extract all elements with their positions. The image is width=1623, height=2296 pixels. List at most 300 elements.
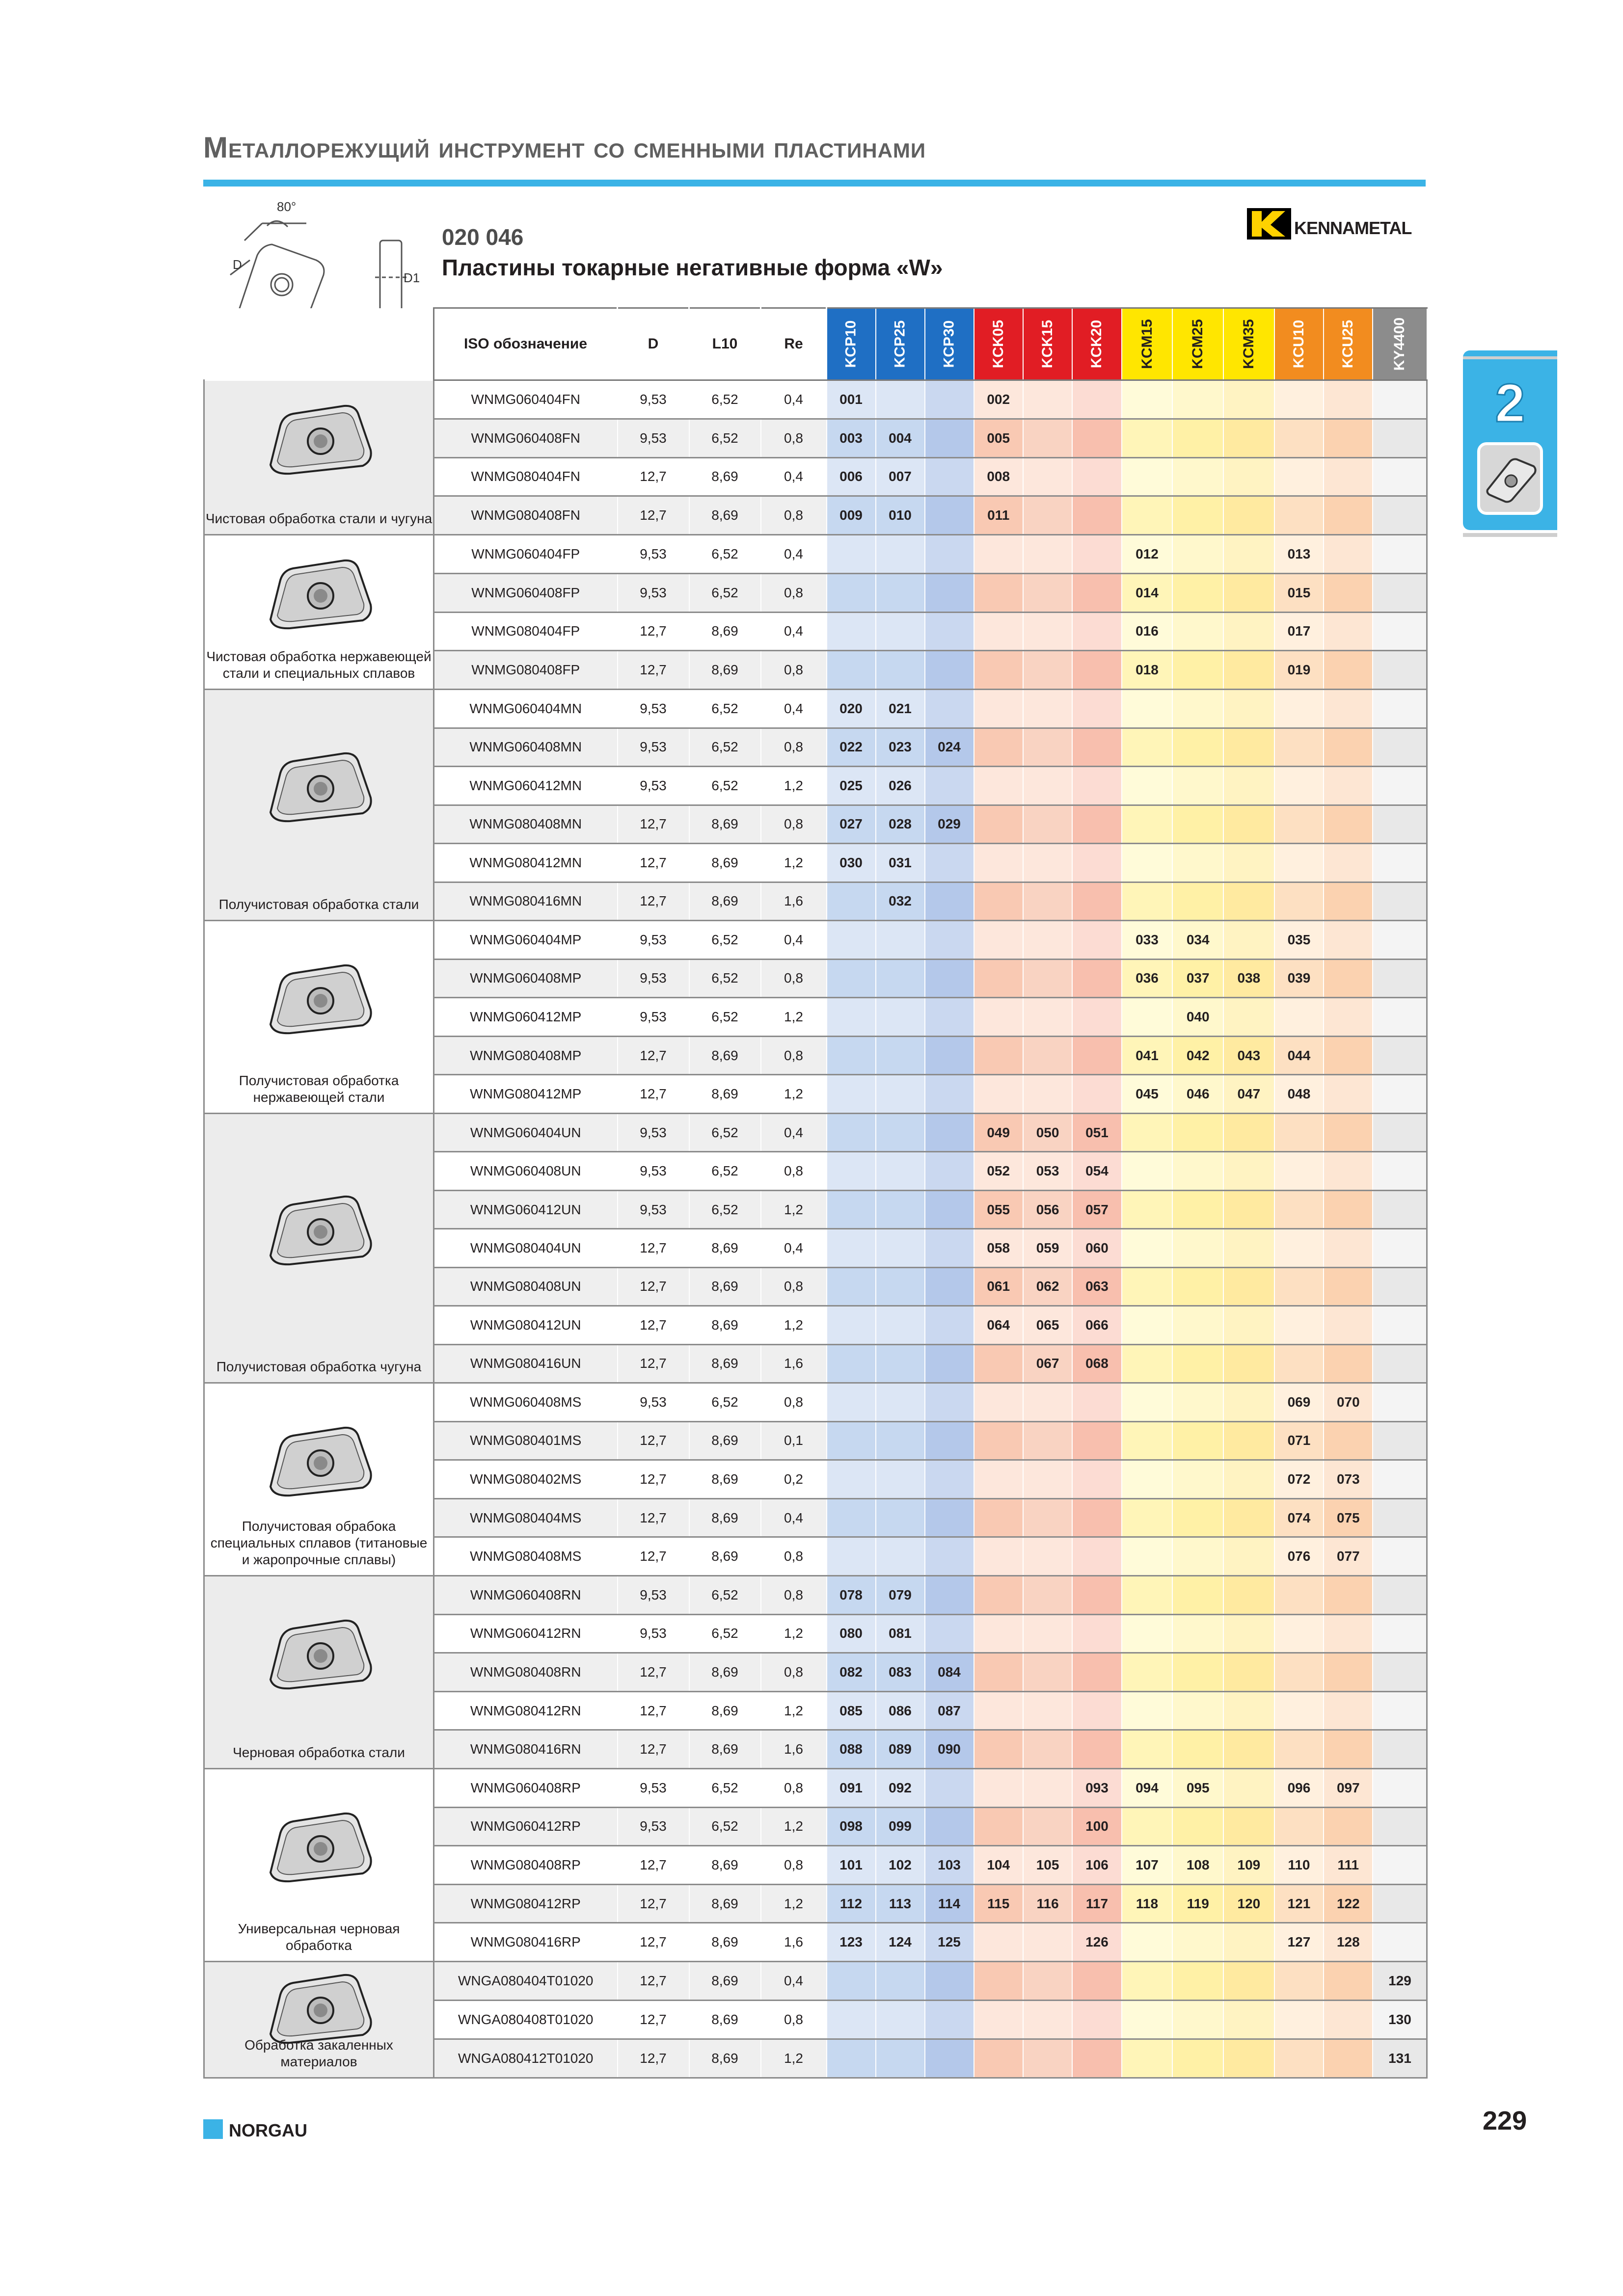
grade-cell: 128 — [1324, 1923, 1373, 1962]
value-re: 1,2 — [761, 1691, 827, 1730]
grade-cell — [1172, 1537, 1223, 1576]
grade-cell — [827, 921, 876, 960]
grade-cell — [1023, 1769, 1072, 1808]
grade-cell — [1122, 767, 1173, 805]
grade-cell — [1223, 419, 1274, 457]
grade-cell — [1122, 998, 1173, 1037]
grade-cell — [1072, 496, 1121, 535]
value-re: 0,4 — [761, 1114, 827, 1152]
table-row — [204, 1114, 1427, 1152]
value-d: 12,7 — [618, 2039, 689, 2078]
grade-cell: 074 — [1274, 1498, 1324, 1537]
value-d: 9,53 — [618, 1114, 689, 1152]
value-l10: 8,69 — [689, 1036, 761, 1075]
grade-cell: 110 — [1274, 1846, 1324, 1885]
grade-cell: 106 — [1072, 1846, 1121, 1885]
grade-cell — [1023, 998, 1072, 1037]
grade-cell — [1122, 496, 1173, 535]
grade-cell — [925, 612, 974, 651]
table-row — [204, 921, 1427, 960]
grade-cell — [1324, 419, 1373, 457]
grade-cell — [1023, 612, 1072, 651]
grade-cell — [1373, 1614, 1427, 1653]
grade-cell — [1072, 690, 1121, 728]
grade-cell: 090 — [925, 1730, 974, 1769]
grade-cell — [925, 1383, 974, 1422]
grade-cell — [1023, 1730, 1072, 1769]
iso-code: WNMG060408UN — [434, 1152, 618, 1190]
grade-cell — [1172, 612, 1223, 651]
grade-cell — [1122, 728, 1173, 767]
grade-cell — [876, 1421, 925, 1460]
grade-cell — [974, 1421, 1023, 1460]
grade-cell — [827, 651, 876, 690]
grade-cell — [1172, 1691, 1223, 1730]
grade-cell: 007 — [876, 457, 925, 496]
grade-cell — [1172, 1344, 1223, 1383]
insert-icon — [261, 744, 379, 831]
value-l10: 6,52 — [689, 1190, 761, 1228]
grade-cell — [925, 1614, 974, 1653]
table-row — [204, 690, 1427, 728]
grade-cell — [876, 1962, 925, 2001]
grade-cell — [1274, 1730, 1324, 1769]
grade-cell — [1324, 1653, 1373, 1692]
grade-cell: 102 — [876, 1846, 925, 1885]
value-d: 12,7 — [618, 457, 689, 496]
grade-cell — [1223, 457, 1274, 496]
value-re: 0,4 — [761, 612, 827, 651]
spec-table — [203, 307, 1428, 2079]
group-cell — [204, 535, 434, 690]
grade-cell — [1072, 767, 1121, 805]
value-l10: 8,69 — [689, 1421, 761, 1460]
value-re: 0,8 — [761, 1152, 827, 1190]
grade-cell: 109 — [1223, 1846, 1274, 1885]
value-re: 0,8 — [761, 651, 827, 690]
grade-cell — [1122, 1152, 1173, 1190]
value-re: 0,4 — [761, 380, 827, 419]
grade-cell — [974, 651, 1023, 690]
grade-cell — [1122, 1306, 1173, 1344]
grade-cell: 037 — [1172, 959, 1223, 998]
grade-cell: 084 — [925, 1653, 974, 1692]
grade-cell — [1172, 882, 1223, 921]
group-cell — [204, 1383, 434, 1576]
grade-cell — [1122, 1383, 1173, 1422]
grade-cell: 069 — [1274, 1383, 1324, 1422]
grade-cell: 032 — [876, 882, 925, 921]
grade-cell — [1072, 1653, 1121, 1692]
grade-cell — [1023, 1075, 1072, 1114]
iso-code: WNMG060404MP — [434, 921, 618, 960]
value-re: 0,2 — [761, 1460, 827, 1499]
grade-cell — [1023, 1614, 1072, 1653]
value-re: 1,2 — [761, 1807, 827, 1846]
iso-code: WNMG080401MS — [434, 1421, 618, 1460]
grade-cell: 020 — [827, 690, 876, 728]
grade-cell: 023 — [876, 728, 925, 767]
grade-cell — [1274, 1267, 1324, 1306]
group-cell — [204, 690, 434, 921]
grade-cell — [1072, 1730, 1121, 1769]
grade-cell — [1023, 1036, 1072, 1075]
grade-cell: 025 — [827, 767, 876, 805]
value-d: 9,53 — [618, 380, 689, 419]
grade-cell — [876, 1190, 925, 1228]
value-l10: 8,69 — [689, 1075, 761, 1114]
grade-cell — [827, 998, 876, 1037]
grade-cell: 096 — [1274, 1769, 1324, 1808]
grade-cell — [827, 1962, 876, 2001]
value-re: 1,2 — [761, 1190, 827, 1228]
grade-cell: 104 — [974, 1846, 1023, 1885]
grade-cell: 038 — [1223, 959, 1274, 998]
value-d: 9,53 — [618, 998, 689, 1037]
grade-cell: 051 — [1072, 1114, 1121, 1152]
grade-cell — [1072, 844, 1121, 882]
grade-cell — [925, 1421, 974, 1460]
grade-cell — [1072, 1537, 1121, 1576]
value-d: 12,7 — [618, 651, 689, 690]
grade-cell — [1274, 690, 1324, 728]
grade-cell — [1373, 805, 1427, 844]
grade-cell — [1223, 998, 1274, 1037]
value-l10: 6,52 — [689, 1576, 761, 1615]
group-cell — [204, 921, 434, 1114]
iso-code: WNMG060408FP — [434, 573, 618, 612]
grade-cell — [1122, 1114, 1173, 1152]
grade-cell: 093 — [1072, 1769, 1121, 1808]
grade-cell: 092 — [876, 1769, 925, 1808]
value-d: 12,7 — [618, 805, 689, 844]
grade-cell — [974, 612, 1023, 651]
grade-cell — [876, 1537, 925, 1576]
grade-cell — [876, 1152, 925, 1190]
grade-cell: 101 — [827, 1846, 876, 1885]
grade-cell — [974, 2001, 1023, 2039]
value-l10: 8,69 — [689, 1730, 761, 1769]
grade-cell: 115 — [974, 1884, 1023, 1923]
insert-chapter-icon — [1477, 442, 1543, 515]
group-cell — [204, 1769, 434, 1962]
grade-cell: 072 — [1274, 1460, 1324, 1499]
insert-icon — [261, 1804, 379, 1891]
table-row — [204, 1769, 1427, 1808]
grade-cell — [1122, 1421, 1173, 1460]
grade-cell — [1373, 1383, 1427, 1422]
grade-cell: 049 — [974, 1114, 1023, 1152]
grade-cell — [974, 1962, 1023, 2001]
header-grade-kcu25: KCU25 — [1324, 308, 1373, 380]
grade-cell: 097 — [1324, 1769, 1373, 1808]
grade-cell — [1373, 1460, 1427, 1499]
grade-cell — [974, 535, 1023, 574]
grade-cell: 082 — [827, 1653, 876, 1692]
grade-cell — [1373, 419, 1427, 457]
grade-cell — [1223, 2001, 1274, 2039]
grade-cell: 002 — [974, 380, 1023, 419]
grade-cell: 100 — [1072, 1807, 1121, 1846]
grade-cell — [1122, 2039, 1173, 2078]
grade-cell — [1324, 1075, 1373, 1114]
grade-cell — [1324, 690, 1373, 728]
grade-cell — [1324, 1152, 1373, 1190]
value-l10: 8,69 — [689, 1229, 761, 1267]
grade-cell — [1274, 1190, 1324, 1228]
grade-cell — [827, 882, 876, 921]
grade-cell — [1023, 1923, 1072, 1962]
grade-cell — [1172, 1190, 1223, 1228]
grade-cell — [827, 2001, 876, 2039]
value-d: 12,7 — [618, 1691, 689, 1730]
grade-cell: 088 — [827, 1730, 876, 1769]
grade-cell — [1274, 2001, 1324, 2039]
value-d: 9,53 — [618, 1614, 689, 1653]
group-cell — [204, 1576, 434, 1769]
grade-cell — [1023, 457, 1072, 496]
grade-cell — [1023, 1460, 1072, 1499]
grade-cell — [974, 767, 1023, 805]
table-row — [204, 535, 1427, 574]
grade-cell — [1122, 690, 1173, 728]
value-re: 0,4 — [761, 457, 827, 496]
grade-cell — [1324, 573, 1373, 612]
section-code: 020 046 — [442, 224, 524, 250]
value-re: 0,4 — [761, 1229, 827, 1267]
grade-cell — [1324, 1421, 1373, 1460]
grade-cell — [1373, 535, 1427, 574]
grade-cell — [1373, 1498, 1427, 1537]
grade-cell — [1172, 1114, 1223, 1152]
grade-cell: 112 — [827, 1884, 876, 1923]
grade-cell — [876, 959, 925, 998]
grade-cell: 078 — [827, 1576, 876, 1615]
grade-cell — [876, 1267, 925, 1306]
grade-cell — [876, 1498, 925, 1537]
value-d: 12,7 — [618, 1730, 689, 1769]
value-re: 0,8 — [761, 728, 827, 767]
grade-cell: 058 — [974, 1229, 1023, 1267]
grade-cell — [1223, 1190, 1274, 1228]
chapter-tab[interactable] — [1463, 350, 1557, 530]
grade-cell: 021 — [876, 690, 925, 728]
grade-cell: 055 — [974, 1190, 1023, 1228]
grade-cell — [925, 1306, 974, 1344]
iso-code: WNMG080412RP — [434, 1884, 618, 1923]
iso-code: WNMG080404FP — [434, 612, 618, 651]
grade-cell: 014 — [1122, 573, 1173, 612]
grade-cell: 057 — [1072, 1190, 1121, 1228]
grade-cell — [1122, 1807, 1173, 1846]
insert-icon — [261, 1611, 379, 1698]
grade-cell — [1072, 535, 1121, 574]
iso-code: WNMG060408FN — [434, 419, 618, 457]
kennametal-k-icon — [1247, 205, 1291, 242]
grade-cell — [1223, 728, 1274, 767]
group-label: Получистовая обработка чугуна — [216, 1359, 422, 1374]
grade-cell: 103 — [925, 1846, 974, 1885]
grade-cell — [925, 535, 974, 574]
value-l10: 6,52 — [689, 921, 761, 960]
value-d: 9,53 — [618, 728, 689, 767]
iso-code: WNMG080404UN — [434, 1229, 618, 1267]
grade-cell — [974, 1614, 1023, 1653]
grade-cell: 052 — [974, 1152, 1023, 1190]
header-grade-kck15: KCK15 — [1023, 308, 1072, 380]
insert-icon — [261, 396, 379, 483]
grade-cell: 123 — [827, 1923, 876, 1962]
grade-cell — [1324, 1691, 1373, 1730]
grade-cell: 026 — [876, 767, 925, 805]
grade-cell: 046 — [1172, 1075, 1223, 1114]
grade-cell: 122 — [1324, 1884, 1373, 1923]
grade-cell: 048 — [1274, 1075, 1324, 1114]
grade-cell: 083 — [876, 1653, 925, 1692]
grade-cell — [1172, 1807, 1223, 1846]
value-re: 1,2 — [761, 2039, 827, 2078]
value-d: 12,7 — [618, 1344, 689, 1383]
grade-cell — [1223, 844, 1274, 882]
iso-code: WNMG060404UN — [434, 1114, 618, 1152]
grade-cell — [1274, 767, 1324, 805]
grade-cell — [925, 2039, 974, 2078]
grade-cell — [1122, 1537, 1173, 1576]
grade-cell: 013 — [1274, 535, 1324, 574]
grade-cell — [1373, 1653, 1427, 1692]
grade-cell — [974, 921, 1023, 960]
grade-cell — [925, 1344, 974, 1383]
value-l10: 8,69 — [689, 844, 761, 882]
grade-cell — [925, 457, 974, 496]
grade-cell: 080 — [827, 1614, 876, 1653]
grade-cell — [1122, 1653, 1173, 1692]
value-l10: 6,52 — [689, 959, 761, 998]
grade-cell — [876, 535, 925, 574]
grade-cell — [1324, 1114, 1373, 1152]
grade-cell — [1023, 1383, 1072, 1422]
grade-cell — [1223, 1962, 1274, 2001]
grade-cell — [1373, 1229, 1427, 1267]
value-re: 0,4 — [761, 1498, 827, 1537]
value-d: 12,7 — [618, 1923, 689, 1962]
grade-cell — [876, 380, 925, 419]
grade-cell — [974, 1653, 1023, 1692]
grade-cell — [1274, 882, 1324, 921]
header-grade-kck20: KCK20 — [1072, 308, 1121, 380]
grade-cell — [1373, 1846, 1427, 1885]
grade-cell — [1223, 1769, 1274, 1808]
grade-cell — [1324, 1614, 1373, 1653]
grade-cell — [1324, 380, 1373, 419]
value-d: 12,7 — [618, 1306, 689, 1344]
value-l10: 6,52 — [689, 690, 761, 728]
grade-cell — [1324, 805, 1373, 844]
grade-cell: 091 — [827, 1769, 876, 1808]
value-re: 1,2 — [761, 767, 827, 805]
grade-cell — [1324, 1306, 1373, 1344]
grade-cell — [1324, 1576, 1373, 1615]
grade-cell — [1023, 2001, 1072, 2039]
grade-cell — [1072, 1383, 1121, 1422]
grade-cell — [1324, 457, 1373, 496]
grade-cell — [876, 573, 925, 612]
grade-cell — [1223, 690, 1274, 728]
iso-code: WNMG060408MS — [434, 1383, 618, 1422]
grade-cell — [1373, 1306, 1427, 1344]
grade-cell: 076 — [1274, 1537, 1324, 1576]
grade-cell — [1223, 767, 1274, 805]
grade-cell — [1373, 1344, 1427, 1383]
value-re: 0,4 — [761, 690, 827, 728]
grade-cell — [1122, 1923, 1173, 1962]
grade-cell — [876, 1344, 925, 1383]
value-l10: 6,52 — [689, 728, 761, 767]
group-label: Чистовая обработка стали и чугуна — [205, 511, 433, 526]
group-cell — [204, 1114, 434, 1383]
grade-cell — [1324, 844, 1373, 882]
grade-cell — [1023, 651, 1072, 690]
iso-code: WNMG080416RP — [434, 1923, 618, 1962]
grade-cell — [827, 1190, 876, 1228]
grade-cell — [1223, 1267, 1274, 1306]
grade-cell: 120 — [1223, 1884, 1274, 1923]
grade-cell — [1023, 1498, 1072, 1537]
table-header-row — [204, 308, 1427, 380]
grade-cell — [1274, 1653, 1324, 1692]
value-l10: 8,69 — [689, 496, 761, 535]
grade-cell — [1023, 573, 1072, 612]
grade-cell — [1373, 1114, 1427, 1152]
grade-cell — [1072, 728, 1121, 767]
grade-cell — [1172, 1653, 1223, 1692]
grade-cell — [1324, 1962, 1373, 2001]
grade-cell — [925, 1267, 974, 1306]
grade-cell: 077 — [1324, 1537, 1373, 1576]
grade-cell — [1223, 1614, 1274, 1653]
grade-cell — [1023, 496, 1072, 535]
grade-cell — [1172, 844, 1223, 882]
value-d: 12,7 — [618, 2001, 689, 2039]
chapter-number: 2 — [1495, 373, 1525, 433]
value-d: 9,53 — [618, 1769, 689, 1808]
value-d: 12,7 — [618, 612, 689, 651]
grade-cell — [974, 573, 1023, 612]
value-d: 9,53 — [618, 1152, 689, 1190]
header-grade-kck05: KCK05 — [974, 308, 1023, 380]
grade-cell — [1172, 728, 1223, 767]
grade-cell — [925, 1190, 974, 1228]
grade-cell — [1324, 535, 1373, 574]
value-d: 12,7 — [618, 1537, 689, 1576]
grade-cell — [1172, 1152, 1223, 1190]
header-grade-ky4400: KY4400 — [1373, 308, 1427, 380]
grade-cell — [1122, 1190, 1173, 1228]
grade-cell — [1072, 2001, 1121, 2039]
header-l10: L10 — [689, 308, 761, 380]
grade-cell — [925, 998, 974, 1037]
iso-code: WNMG060408RN — [434, 1576, 618, 1615]
iso-code: WNMG080402MS — [434, 1460, 618, 1499]
grade-cell — [974, 1807, 1023, 1846]
iso-code: WNMG080404MS — [434, 1498, 618, 1537]
grade-cell — [1122, 1962, 1173, 2001]
table-row — [204, 1576, 1427, 1615]
value-re: 0,8 — [761, 1267, 827, 1306]
value-l10: 8,69 — [689, 1460, 761, 1499]
grade-cell — [974, 882, 1023, 921]
value-l10: 8,69 — [689, 1498, 761, 1537]
